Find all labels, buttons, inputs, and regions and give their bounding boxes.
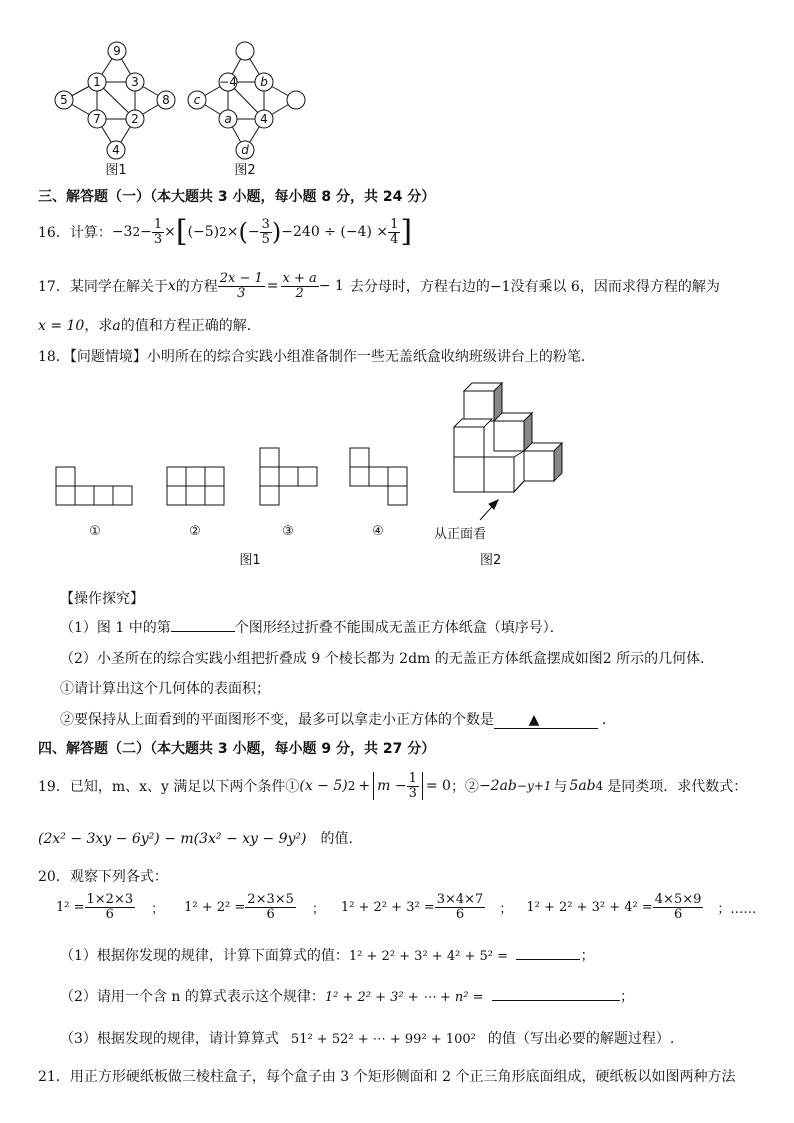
number-graph-figures	[40, 38, 320, 178]
question-label: 计算：	[69, 225, 112, 241]
question-text: 某同学在解关于	[69, 279, 168, 296]
node: 7	[93, 112, 101, 126]
fraction: $\frac{x + a}{2}$	[282, 271, 317, 301]
figure-caption: 图2	[480, 553, 502, 568]
question-20-part-1: （1）根据你发现的规律，计算下面算式的值：1² + 2² + 3² + 4² + 5² = ；	[60, 948, 595, 964]
question-17-line2: x = 10，求a的值和方程正确的解．	[38, 318, 261, 334]
math-op: ×	[164, 224, 176, 240]
exponent: 2	[219, 225, 227, 239]
node: c	[193, 93, 201, 107]
node: 1	[93, 75, 101, 89]
question-18-part-2: （2）小圣所在的综合实践小组把折叠成 9 个棱长都为 2dm 的无盖正方体纸盒摆成如图2 所示的几何体．	[60, 651, 715, 667]
section-title: 四、解答题（二）（本大题共 3 小题，每小题 9 分，共 27 分）	[38, 741, 436, 757]
pattern-formulas: 1² = $\frac{1\times 2\times 3}{6}$ ； 1² + 2² = $\frac{2\times 3\times 5}{6}$ ； 1² + 2² + 3² = $\frac{3\times 4\times 7}{6}$ ； 1² + 2² + 3² + 4² = $\frac{4\times 5\times 9}{6}$ ；……	[56, 892, 757, 922]
bracket: ]	[400, 214, 413, 249]
question-18: 18．【问题情境】小明所在的综合实践小组准备制作一些无盖纸盒收纳班级讲台上的粉笔．	[38, 349, 595, 365]
question-20-part-2: （2）请用一个含 n 的算式表示这个规律：1² + 2² + 3² + ⋯ + n² = ；	[60, 989, 634, 1005]
question-text: 去分母时，方程右边的−1没有乘以 6，因而求得方程的解为	[349, 279, 720, 296]
answer-blank[interactable]	[492, 1000, 620, 1001]
net-label: ①	[89, 524, 101, 539]
answer-blank[interactable]	[516, 959, 580, 960]
node: 8	[162, 93, 170, 107]
node: d	[241, 143, 249, 157]
question-number: 16．	[38, 225, 70, 241]
math-term: −240 ÷ (−4) ×	[281, 224, 389, 240]
math-term: −3	[111, 224, 133, 240]
view-label: 从正面看	[434, 527, 487, 542]
figure-caption: 图2	[234, 163, 256, 178]
answer-blank[interactable]	[171, 631, 235, 632]
net-label: ③	[282, 524, 294, 539]
math-op: =	[266, 278, 279, 295]
figure-caption: 图1	[105, 163, 127, 178]
node: 2	[131, 112, 139, 126]
answer-blank[interactable]: ▲	[494, 712, 598, 729]
question-20: 20．观察下列各式：	[38, 869, 168, 885]
node: 4	[112, 143, 120, 157]
node: 4	[260, 112, 268, 126]
question-21: 21．用正方形硬纸板做三棱柱盒子，每个盒子由 3 个矩形侧面和 2 个正三角形底面组成，硬纸板以如图两种方法	[38, 1069, 736, 1085]
net-label: ②	[189, 524, 201, 539]
math-op: ×	[226, 224, 239, 240]
math-var: x	[167, 278, 176, 295]
figure-caption: 图1	[239, 553, 261, 568]
question-18-sub-1: ①请计算出这个几何体的表面积；	[60, 681, 270, 697]
bracket: [	[175, 214, 188, 249]
explore-heading: 【操作探究】	[60, 591, 144, 607]
node-top: 9	[113, 44, 121, 58]
section-title: 三、解答题（一）（本大题共 3 小题，每小题 8 分，共 24 分）	[38, 189, 436, 205]
fraction: $\frac{2x - 1}{3}$	[219, 271, 263, 301]
nets-figure	[50, 440, 420, 570]
question-number: 17．	[38, 279, 70, 296]
node: 3	[131, 75, 139, 89]
net-label: ④	[372, 524, 384, 539]
fraction: $\frac{1}{4}$	[390, 216, 399, 247]
question-17	[38, 272, 720, 300]
question-20-part-3: （3）根据发现的规律，请计算算式 51² + 52² + ⋯ + 99² + 100² 的值（写出必要的解题过程）.	[60, 1031, 675, 1047]
node: a	[224, 112, 232, 126]
node: 5	[60, 93, 68, 107]
math-op: −	[140, 224, 152, 240]
node: −4	[219, 75, 237, 89]
question-text: 的方程	[175, 279, 218, 296]
node: b	[260, 75, 268, 89]
exponent: 2	[132, 225, 141, 239]
question-19: 19． 已知，m、x、y 满足以下两个条件① (x − 5) 2 + m − $\frac{1}{3}$ = 0 ；② −2ab −y+1 与 5ab 4 是同类项．求代数式：	[38, 771, 748, 801]
question-18-part-1: （1）图 1 中的第 个图形经过折叠不能围成无盖正方体纸盒（填序号）．	[60, 620, 564, 636]
cube-stack-figure	[430, 372, 590, 572]
math-term: − 1	[318, 278, 344, 295]
math-term: (−5)	[187, 224, 220, 240]
fraction: $\frac{1}{3}$	[153, 216, 163, 247]
question-18-sub-2: ②要保持从上面看到的平面图形不变，最多可以拿走小正方体的个数是 ▲ ．	[60, 712, 616, 728]
question-16: 16． 计算： −3 2 − $\frac{1}{3}$ × [ (−5) 2 × ( − $\frac{3}{5}$ ) −240 ÷ (−4) × $\frac{1}{4}$ ]	[38, 214, 413, 249]
question-19-expression: (2x² − 3xy − 6y²) − m(3x² − xy − 9y²) 的值.	[38, 831, 353, 847]
fraction: $\frac{3}{5}$	[261, 216, 270, 247]
